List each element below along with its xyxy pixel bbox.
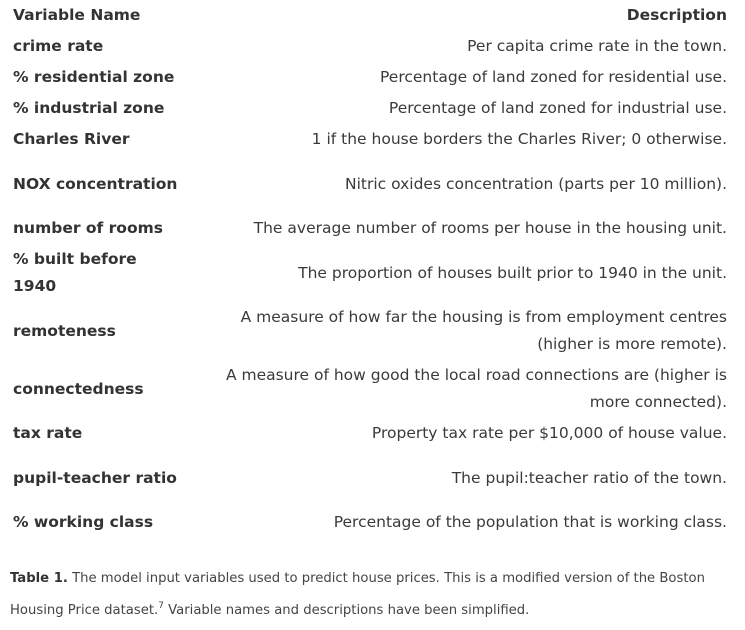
variable-name: tax rate	[13, 424, 83, 442]
table-row	[0, 31, 735, 62]
variable-description: Per capita crime rate in the town.	[467, 37, 727, 55]
variable-name: % built before 1940	[13, 250, 137, 295]
variable-description: The average number of rooms per house in the housing unit.	[253, 219, 727, 237]
variable-name: pupil-teacher ratio	[13, 468, 177, 487]
caption-text-continued: Variable names and descriptions have been simplified.	[168, 603, 530, 618]
variable-name: connectedness	[13, 379, 144, 398]
variable-name: crime rate	[13, 37, 104, 55]
table-caption	[10, 563, 730, 627]
table-row	[0, 93, 735, 124]
variable-description: Percentage of land zoned for industrial use.	[388, 99, 727, 117]
variable-description: The pupil:teacher ratio of the town.	[451, 468, 727, 487]
table-row	[0, 155, 735, 213]
variable-name: % working class	[13, 513, 154, 531]
variable-description: The proportion of houses built prior to 1940 in the unit.	[298, 263, 727, 282]
variable-description: A measure of how far the housing is from employment centres (higher is more remote).	[240, 308, 727, 353]
variable-description: Percentage of land zoned for residential use.	[380, 68, 727, 86]
table-row	[0, 418, 735, 449]
variable-description: 1 if the house borders the Charles River; 0 otherwise.	[311, 130, 727, 148]
variable-description: Nitric oxides concentration (parts per 10 million).	[344, 174, 727, 193]
footnote-reference[interactable]: 7	[158, 601, 164, 611]
table-row	[0, 213, 735, 244]
header-description: Description	[626, 6, 727, 24]
table-row	[0, 507, 735, 538]
variable-description: A measure of how good the local road connections are (higher is more connected).	[225, 366, 727, 411]
table-row	[0, 360, 735, 418]
variable-name: number of rooms	[13, 219, 163, 237]
caption-label: Table 1.	[10, 571, 68, 586]
caption-text: The model input variables used to predict house prices. This is a modified version of the Boston Housing Price dataset.	[10, 571, 705, 618]
variable-description: Property tax rate per $10,000 of house value.	[371, 424, 727, 442]
variable-name: % industrial zone	[13, 99, 165, 117]
table-row	[0, 62, 735, 93]
variable-name: NOX concentration	[13, 174, 178, 193]
table-row	[0, 244, 735, 302]
variable-description: Percentage of the population that is working class.	[333, 513, 727, 531]
table-row	[0, 302, 735, 360]
header-variable-name: Variable Name	[13, 6, 141, 24]
variable-name: Charles River	[13, 130, 130, 148]
variable-name: remoteness	[13, 321, 116, 340]
variable-name: % residential zone	[13, 68, 175, 86]
table-header-row	[0, 0, 735, 31]
table-row	[0, 124, 735, 155]
table-row	[0, 449, 735, 507]
